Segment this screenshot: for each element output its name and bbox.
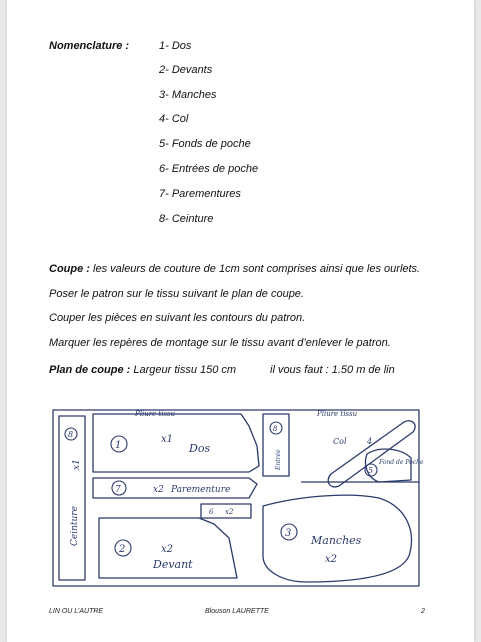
fond-name: Fond de Poche [379,459,424,466]
dos-name: Dos [189,442,211,455]
ceinture-number: 8 [68,430,74,439]
manches-number: 3 [285,528,292,539]
devant-qty: x2 [161,544,174,555]
footer-page-number: 2 [421,608,425,615]
plan-label: Plan de coupe : [49,364,131,376]
fold-right-label: Pliure tissu [317,410,358,418]
devant-number: 2 [119,544,126,555]
col-name: Col [333,437,347,446]
ceinture-qty: x1 [72,459,82,470]
manches-name: Manches [311,534,362,547]
parementure-qty: x2 [153,485,164,495]
document-page [7,0,474,642]
nomenclature-item-8: 8- Ceinture [159,213,214,225]
small-8-number: 8 [273,425,278,433]
cutting-plan-diagram [49,406,425,592]
coupe-line-1 [49,263,420,275]
nomenclature-item-6: 6- Entrées de poche [159,163,259,175]
footer-center: Blouson LAURETTE [205,608,269,615]
parementure-name: Parementure [171,485,231,495]
nomenclature-item-7: 7- Parementures [159,188,241,200]
coupe-line-3: Couper les pièces en suivant les contours du patron. [49,312,306,324]
nomenclature-item-3: 3- Manches [159,89,217,101]
coupe-line-2: Poser le patron sur le tissu suivant le plan de coupe. [49,288,304,300]
nomenclature-item-1: 1- Dos [159,40,192,52]
nomenclature-label: Nomenclature : [49,40,130,52]
plan-line [49,364,236,376]
small-8-name: Entrée [275,449,282,470]
coupe-label: Coupe : [49,263,90,275]
manches-qty: x2 [325,554,338,565]
devant-name: Devant [153,558,193,571]
ceinture-piece [59,416,85,580]
col-number: 4 [367,437,373,446]
parementure-number: 7 [115,485,121,495]
dos-number: 1 [115,440,122,451]
fond-number: 5 [368,466,374,475]
dos-qty: x1 [161,434,174,445]
coupe-text: les valeurs de couture de 1cm sont comprises ainsi que les ourlets. [89,263,421,275]
nomenclature-item-5: 5- Fonds de poche [159,138,251,150]
coupe-line-4: Marquer les repères de montage sur le tissu avant d’enlever le patron. [49,337,391,349]
footer-left: LIN OU L’AUTRE [49,608,104,615]
fold-left-label: Pliure tissu [135,410,176,418]
entree-number: 6 [209,508,214,516]
plan-width: Largeur tissu 150 cm [130,364,237,376]
nomenclature-item-2: 2- Devants [159,64,213,76]
ceinture-label: Ceinture [70,506,80,546]
plan-need: il vous faut : 1.50 m de lin [270,364,395,376]
nomenclature-item-4: 4- Col [159,113,189,125]
entree-qty: x2 [225,508,234,516]
